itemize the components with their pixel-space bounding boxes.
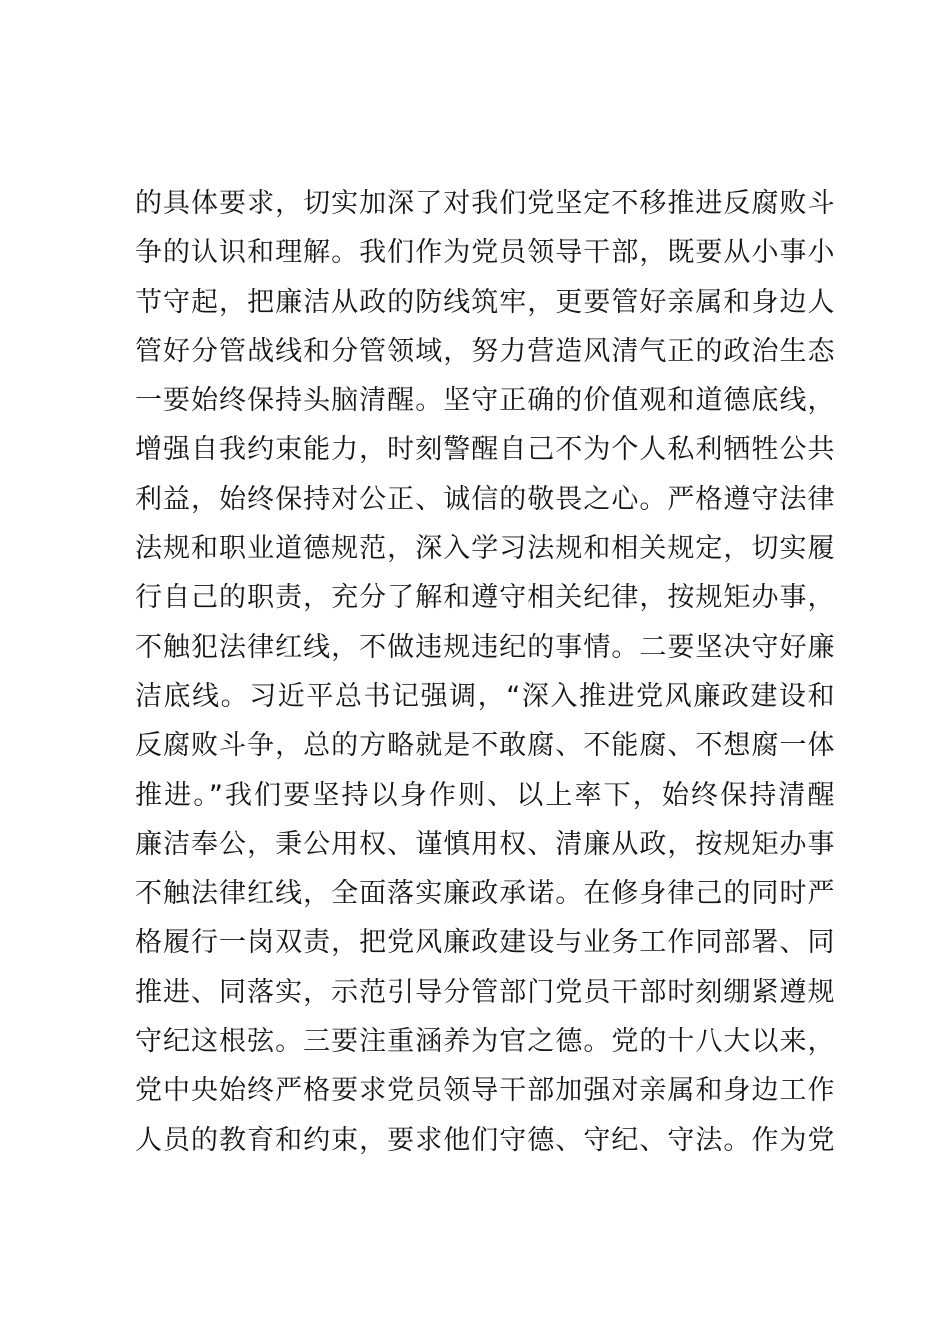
text-line-19: 党中央始终严格要求党员领导干部加强对亲属和身边工作 [135,1075,835,1107]
text-line-15: 不触法律红线，全面落实廉政承诺。在修身律己的同时严 [135,878,835,910]
text-line-18: 守纪这根弦。三要注重涵养为官之德。党的十八大以来， [135,1026,835,1058]
text-line-1: 的具体要求，切实加深了对我们党坚定不移推进反腐败斗 [135,188,835,219]
text-line-7: 利益，始终保持对公正、诚信的敬畏之心。严格遵守法律 [135,483,835,515]
text-line-2: 争的认识和理解。我们作为党员领导干部，既要从小事小 [135,237,835,269]
text-line-12: 反腐败斗争，总的方略就是不敢腐、不能腐、不想腐一体 [135,730,835,762]
text-line-6: 增强自我约束能力，时刻警醒自己不为个人私利牺牲公共 [135,434,835,466]
text-line-11: 洁底线。习近平总书记强调，“深入推进党风廉政建设和 [135,680,835,712]
text-line-5: 一要始终保持头脑清醒。坚守正确的价值观和道德底线， [135,385,835,417]
text-line-9: 行自己的职责，充分了解和遵守相关纪律，按规矩办事， [135,582,835,614]
text-line-20: 人员的教育和约束，要求他们守德、守纪、守法。作为党 [135,1124,835,1156]
text-line-16: 格履行一岗双责，把党风廉政建设与业务工作同部署、同 [135,927,835,959]
text-line-4: 管好分管战线和分管领域，努力营造风清气正的政治生态 [135,335,835,367]
text-line-17: 推进、同落实，示范引导分管部门党员干部时刻绷紧遵规 [135,976,835,1008]
text-line-14: 廉洁奉公，秉公用权、谨慎用权、清廉从政，按规矩办事 [135,828,835,860]
text-line-8: 法规和职业道德规范，深入学习法规和相关规定，切实履 [135,533,835,565]
body-text [135,179,835,1165]
text-line-10: 不触犯法律红线，不做违规违纪的事情。二要坚决守好廉 [135,631,835,663]
text-line-3: 节守起，把廉洁从政的防线筑牢，更要管好亲属和身边人 [135,286,835,318]
text-line-13: 推进。”我们要坚持以身作则、以上率下，始终保持清醒 [135,779,835,811]
